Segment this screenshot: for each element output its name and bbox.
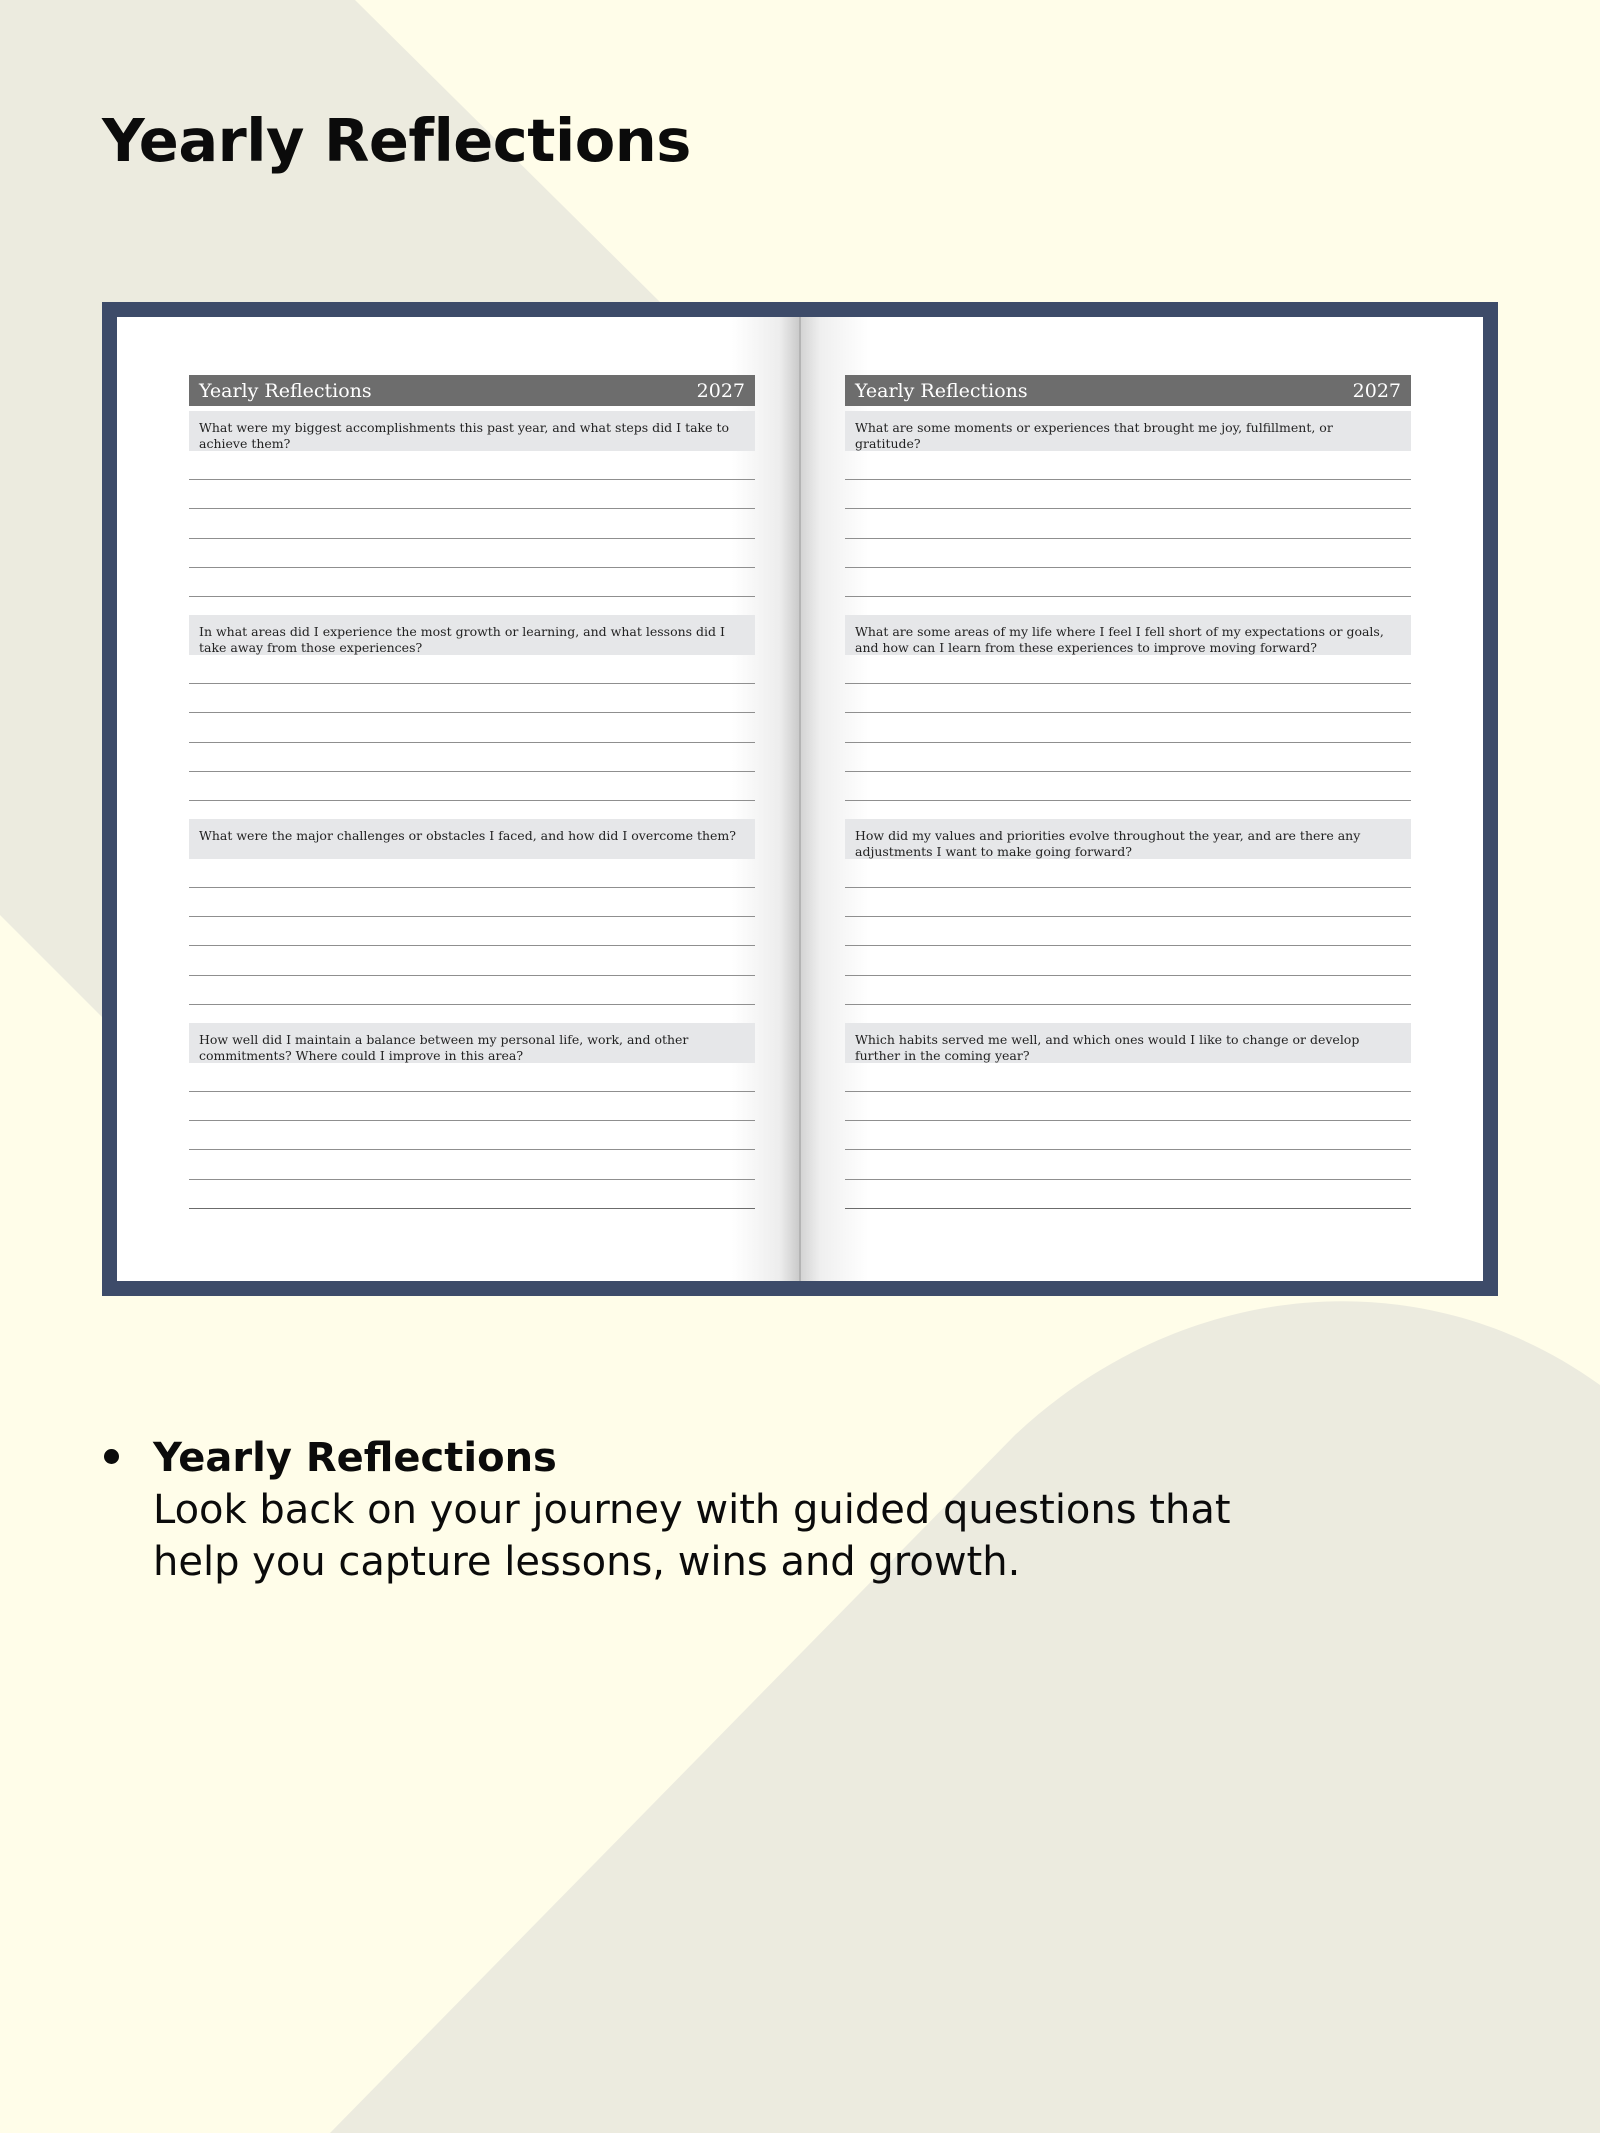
question-prompt: What are some areas of my life where I feel I fell short of my expectations or goals, and how can I learn from these experiences to improve moving forward? (845, 615, 1411, 655)
header-year: 2027 (1352, 379, 1401, 402)
writing-line (845, 480, 1411, 509)
question-prompt: How did my values and priorities evolve throughout the year, and are there any adjustments I want to make going forward? (845, 819, 1411, 859)
header-year: 2027 (696, 379, 745, 402)
writing-line (189, 946, 755, 975)
header-title: Yearly Reflections (199, 379, 372, 402)
writing-lines[interactable] (845, 1063, 1411, 1209)
feature-title: Yearly Reflections (153, 1435, 557, 1481)
question-prompt: What are some moments or experiences that brought me joy, fulfillment, or gratitude? (845, 411, 1411, 451)
writing-line (845, 1092, 1411, 1121)
writing-line (845, 1121, 1411, 1150)
question-prompt: How well did I maintain a balance between my personal life, work, and other commitments? Where could I improve in this area? (189, 1023, 755, 1063)
writing-lines[interactable] (845, 655, 1411, 801)
writing-lines[interactable] (845, 451, 1411, 597)
writing-line (189, 713, 755, 742)
question-section (189, 1023, 755, 1209)
writing-line (845, 509, 1411, 538)
writing-line (845, 917, 1411, 946)
question-prompt: What were the major challenges or obstacles I faced, and how did I overcome them? (189, 819, 755, 859)
planner-spread (117, 317, 1483, 1281)
writing-line (189, 859, 755, 888)
writing-line (189, 509, 755, 538)
writing-line (189, 1180, 755, 1209)
writing-line (189, 480, 755, 509)
writing-line (845, 743, 1411, 772)
question-prompt: In what areas did I experience the most growth or learning, and what lessons did I take away from those experiences? (189, 615, 755, 655)
question-section (189, 615, 755, 801)
writing-line (189, 1150, 755, 1179)
writing-lines[interactable] (189, 451, 755, 597)
writing-line (189, 743, 755, 772)
writing-line (189, 1121, 755, 1150)
left-page (117, 317, 800, 1281)
writing-line (189, 888, 755, 917)
writing-line (845, 946, 1411, 975)
question-section (845, 411, 1411, 597)
writing-line (845, 859, 1411, 888)
writing-line (845, 1063, 1411, 1092)
writing-line (845, 1180, 1411, 1209)
question-section (845, 819, 1411, 1005)
writing-line (845, 568, 1411, 597)
question-section (845, 615, 1411, 801)
writing-line (189, 976, 755, 1005)
writing-line (189, 451, 755, 480)
right-page (800, 317, 1483, 1281)
right-page-header (845, 375, 1411, 406)
left-page-content (189, 375, 755, 1209)
writing-line (845, 684, 1411, 713)
planner-book (102, 302, 1498, 1296)
writing-line (189, 655, 755, 684)
page-title: Yearly Reflections (102, 106, 691, 175)
question-section (845, 1023, 1411, 1209)
writing-line (189, 539, 755, 568)
right-page-content (845, 375, 1411, 1209)
writing-line (845, 976, 1411, 1005)
feature-description (102, 1432, 1302, 1588)
writing-line (189, 568, 755, 597)
question-section (189, 411, 755, 597)
writing-line (189, 684, 755, 713)
writing-line (845, 539, 1411, 568)
bullet-icon (104, 1449, 119, 1464)
question-prompt: What were my biggest accomplishments this past year, and what steps did I take to achieve them? (189, 411, 755, 451)
writing-lines[interactable] (845, 859, 1411, 1005)
writing-line (845, 1150, 1411, 1179)
writing-line (845, 772, 1411, 801)
writing-line (189, 1092, 755, 1121)
decor-curve-bottom-right (330, 1301, 1600, 2133)
question-section (189, 819, 755, 1005)
feature-text: Look back on your journey with guided questions that help you capture lessons, wins and growth. (153, 1487, 1231, 1585)
writing-line (845, 713, 1411, 742)
writing-line (845, 451, 1411, 480)
left-page-header (189, 375, 755, 406)
writing-line (189, 1063, 755, 1092)
writing-line (189, 917, 755, 946)
header-title: Yearly Reflections (855, 379, 1028, 402)
question-prompt: Which habits served me well, and which ones would I like to change or develop further in the coming year? (845, 1023, 1411, 1063)
writing-line (189, 772, 755, 801)
writing-lines[interactable] (189, 655, 755, 801)
writing-lines[interactable] (189, 1063, 755, 1209)
writing-line (845, 888, 1411, 917)
book-spine-gutter (799, 317, 801, 1281)
writing-line (845, 655, 1411, 684)
writing-lines[interactable] (189, 859, 755, 1005)
